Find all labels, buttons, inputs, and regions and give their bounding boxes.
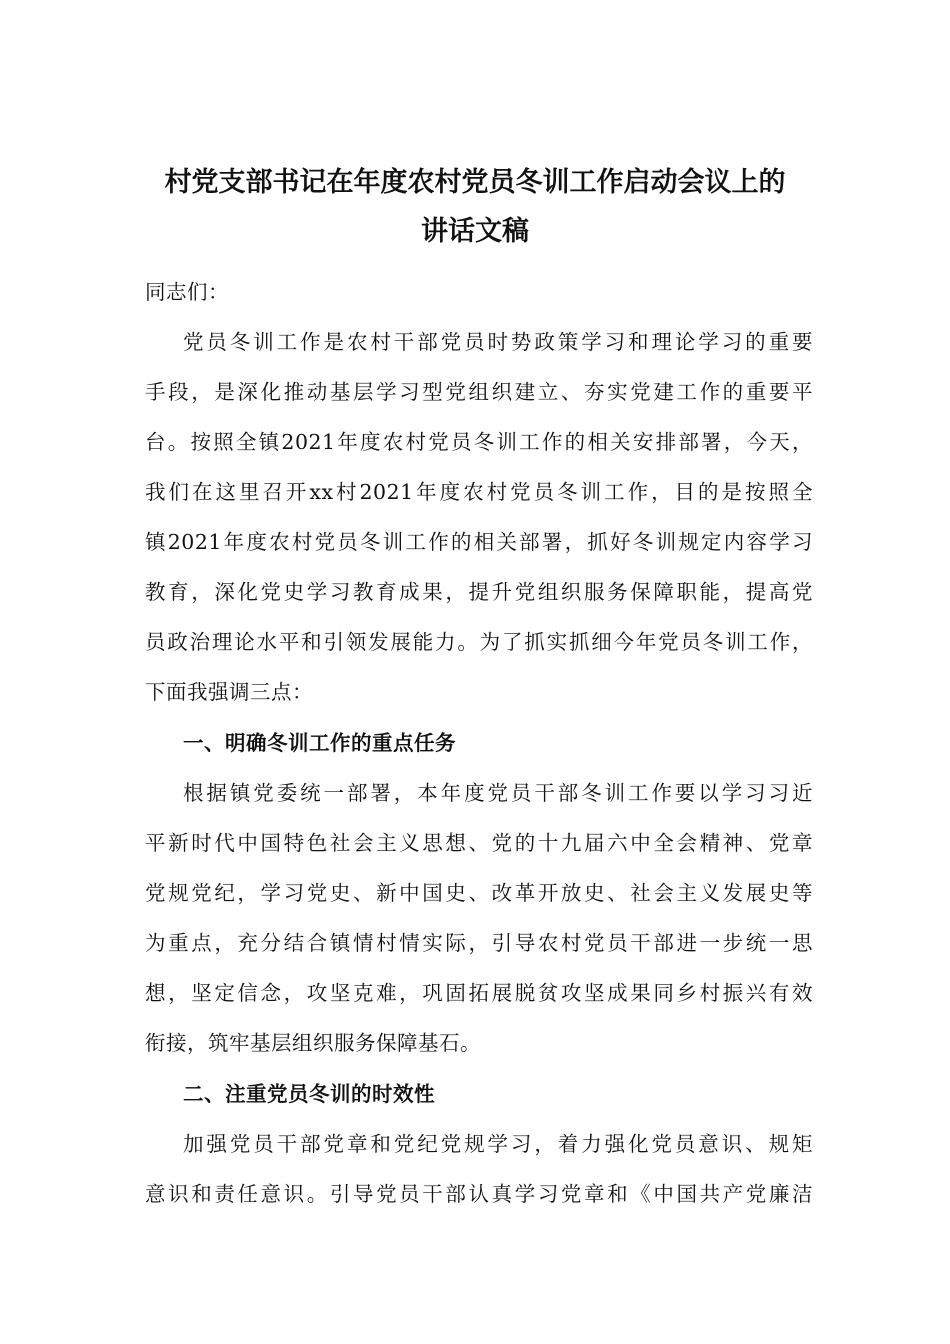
document-title-line-2: 讲话文稿 <box>421 216 529 247</box>
section1-line: 党规党纪，学习党史、新中国史、改革开放史、社会主义发展史等 <box>145 881 813 905</box>
intro-line: 手段，是深化推动基层学习型党组织建立、夯实党建工作的重要平 <box>145 380 813 404</box>
intro-line: 党员冬训工作是农村干部党员时势政策学习和理论学习的重要 <box>183 330 813 354</box>
intro-line: 下面我强调三点： <box>145 680 313 704</box>
section1-line: 根据镇党委统一部署，本年度党员干部冬训工作要以学习习近 <box>183 781 813 805</box>
section-heading-2: 二、注重党员冬训的时效性 <box>183 1082 435 1106</box>
intro-line: 教育，深化党史学习教育成果，提升党组织服务保障职能，提高党 <box>145 580 813 604</box>
section1-line: 想，坚定信念，攻坚克难，巩固拓展脱贫攻坚成果同乡村振兴有效 <box>145 981 813 1005</box>
section2-line: 加强党员干部党章和党纪党规学习，着力强化党员意识、规矩 <box>183 1132 813 1156</box>
salutation: 同志们： <box>145 280 229 304</box>
section1-line: 为重点，充分结合镇情村情实际，引导农村党员干部进一步统一思 <box>145 931 813 955</box>
section1-line: 平新时代中国特色社会主义思想、党的十九届六中全会精神、党章 <box>145 831 813 855</box>
intro-line: 员政治理论水平和引领发展能力。为了抓实抓细今年党员冬训工作， <box>145 630 813 654</box>
document-title-line-1: 村党支部书记在年度农村党员冬训工作启动会议上的 <box>164 167 786 198</box>
section-heading-1: 一、明确冬训工作的重点任务 <box>183 731 456 755</box>
intro-line: 镇2021年度农村党员冬训工作的相关部署，抓好冬训规定内容学习 <box>145 530 813 554</box>
section2-line: 意识和责任意识。引导党员干部认真学习党章和《中国共产党廉洁 <box>145 1182 813 1206</box>
intro-line: 我们在这里召开xx村2021年度农村党员冬训工作，目的是按照全 <box>145 480 813 504</box>
section1-line: 衔接，筑牢基层组织服务保障基石。 <box>145 1031 481 1055</box>
intro-line: 台。按照全镇2021年度农村党员冬训工作的相关安排部署，今天， <box>145 430 813 454</box>
